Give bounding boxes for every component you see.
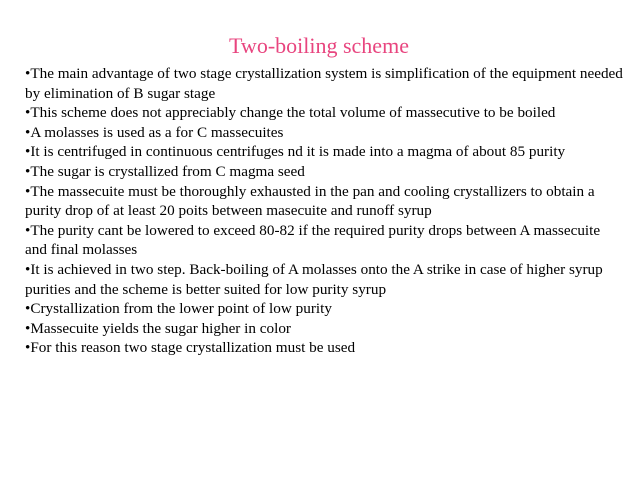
bullet-point-5 — [25, 162, 625, 182]
bullet-point-6 — [25, 182, 625, 221]
bullet-text: The main advantage of two stage crystallization system is simplification of the equipment needed by elimination of B sugar stage — [25, 65, 623, 102]
bullet-text: Crystallization from the lower point of low purity — [30, 300, 332, 318]
bullet-glyph: • — [25, 123, 31, 141]
bullet-glyph: • — [25, 339, 31, 357]
bullet-point-7 — [25, 221, 625, 260]
bullet-glyph: • — [25, 182, 31, 200]
bullet-glyph: • — [25, 143, 31, 161]
bullet-glyph: • — [25, 319, 31, 337]
bullet-point-2 — [25, 103, 625, 123]
bullet-text: The massecuite must be thoroughly exhausted in the pan and cooling crystallizers to obtain a purity drop of at least 20 poits between masecuite and runoff syrup — [25, 182, 595, 220]
bullet-glyph: • — [25, 104, 31, 122]
bullet-text: For this reason two stage crystallization must be used — [30, 339, 356, 357]
bullet-text: Massecuite yields the sugar higher in color — [30, 319, 291, 337]
bullet-point-3 — [25, 123, 625, 143]
bullet-glyph: • — [25, 300, 31, 318]
bullet-glyph: • — [25, 162, 31, 180]
bullet-text: The purity cant be lowered to exceed 80-82 if the required purity drops between A massecuite and final molasses — [25, 221, 601, 259]
bullet-point-10 — [25, 319, 625, 339]
bullet-text: The sugar is crystallized from C magma seed — [30, 162, 305, 180]
bullet-point-4 — [25, 142, 625, 162]
bullet-glyph: • — [25, 260, 31, 278]
slide-title: Two-boiling scheme — [229, 33, 409, 58]
bullet-point-1 — [25, 64, 625, 103]
bullet-text: A molasses is used as a for C massecuites — [30, 123, 284, 141]
bullet-text: It is achieved in two step. Back-boiling of A molasses onto the A strike in case of higher syrup purities and the scheme is better suited for low purity syrup — [25, 260, 603, 298]
bullet-text: It is centrifuged in continuous centrifuges nd it is made into a magma of about 85 purity — [30, 143, 566, 161]
bullet-glyph: • — [25, 221, 31, 239]
bullet-point-8 — [25, 260, 625, 299]
bullet-point-11 — [25, 338, 625, 358]
bullet-text: This scheme does not appreciably change the total volume of massecutive to be boiled — [30, 104, 556, 122]
bullet-point-9 — [25, 299, 625, 319]
bullet-list — [25, 64, 625, 358]
bullet-glyph: • — [25, 65, 31, 82]
